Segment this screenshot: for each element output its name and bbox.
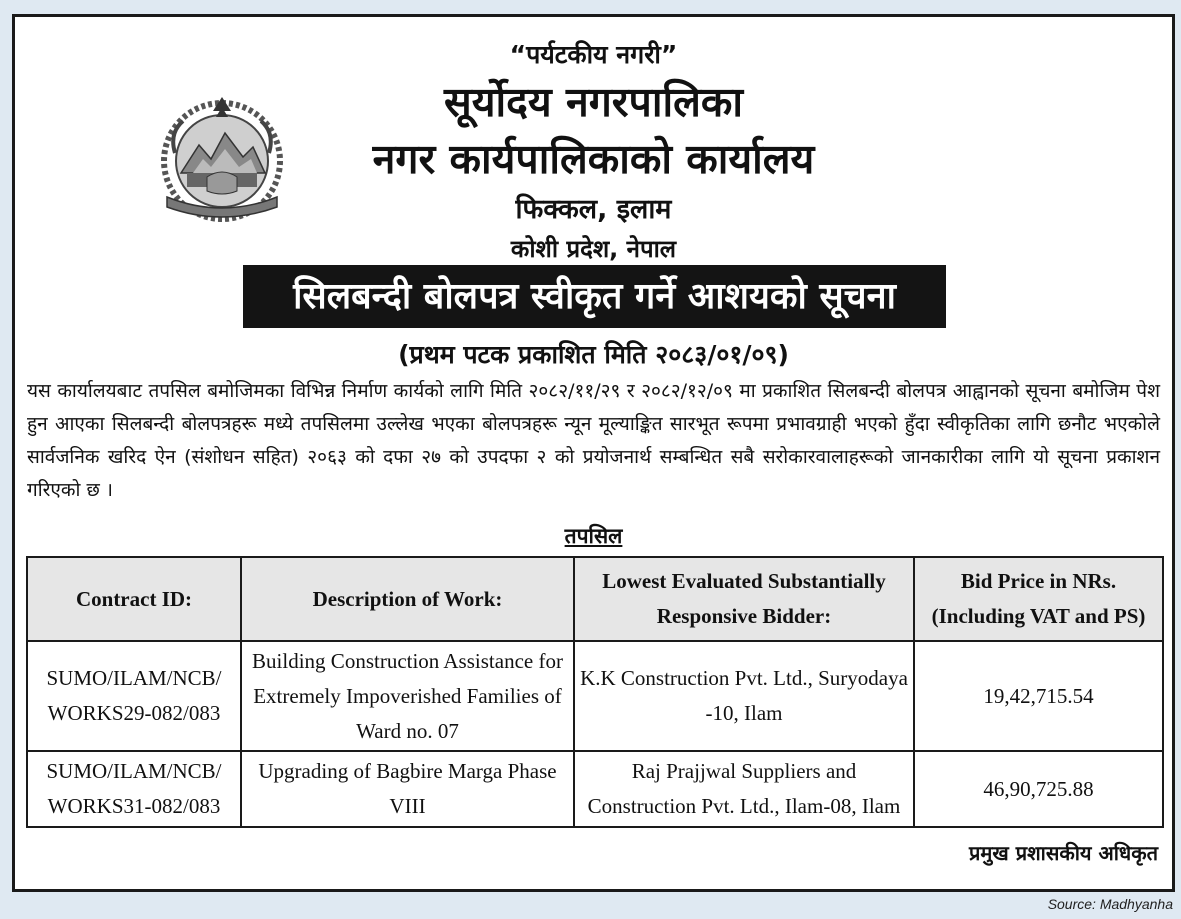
- header-description: Description of Work:: [241, 557, 574, 641]
- address-line-1: फिक्कल, इलाम: [515, 194, 672, 225]
- office-name: नगर कार्यपालिकाको कार्यालय: [372, 135, 815, 183]
- contract-id-cell: SUMO/ILAM/NCB/ WORKS31-082/083: [27, 751, 241, 827]
- table-row: [27, 751, 1163, 827]
- description-cell: Building Construction Assistance for Extremely Impoverished Families of Ward no. 07: [241, 641, 574, 751]
- notice-frame: [12, 14, 1175, 892]
- slogan: “पर्यटकीय नगरी”: [509, 40, 678, 69]
- publish-date: (प्रथम पटक प्रकाशित मिति २०८३/०१/०९): [398, 340, 789, 369]
- bidder-cell: K.K Construction Pvt. Ltd., Suryodaya -10, Ilam: [574, 641, 914, 751]
- header-contract-id: Contract ID:: [27, 557, 241, 641]
- table-row: [27, 641, 1163, 751]
- table-header-row: [27, 557, 1163, 641]
- address-line-2: कोशी प्रदेश, नेपाल: [510, 235, 677, 263]
- price-cell: 46,90,725.88: [914, 751, 1163, 827]
- header-bidder: Lowest Evaluated Substantially Responsive Bidder:: [574, 557, 914, 641]
- price-cell: 19,42,715.54: [914, 641, 1163, 751]
- tender-table: [26, 556, 1164, 828]
- schedule-heading: तपसिल: [564, 524, 623, 548]
- municipality-name: सूर्योदय नगरपालिका: [444, 78, 743, 126]
- description-cell: Upgrading of Bagbire Marga Phase VIII: [241, 751, 574, 827]
- bidder-cell: Raj Prajjwal Suppliers and Construction Pvt. Ltd., Ilam-08, Ilam: [574, 751, 914, 827]
- contract-id-cell: SUMO/ILAM/NCB/ WORKS29-082/083: [27, 641, 241, 751]
- signatory-title: प्रमुख प्रशासकीय अधिकृत: [969, 841, 1158, 865]
- notice-body: यस कार्यालयबाट तपसिल बमोजिमका विभिन्न निर्माण कार्यको लागि मिति २०८२/११/२९ र २०८२/१२/०९ मा प्रकाशित सिलबन्दी बोलपत्र आह्वानको सूचना बमोजिम पेश हुन आएका सिलबन्दी बोलपत्रहरू मध्ये तपसिलमा उल्लेख भएका बोलपत्रहरू न्यून मूल्याङ्कित सारभूत रूपमा प्रभावग्राही भएको हुँदा स्वीकृतिका लागि छनौट भएकोले सार्वजनिक खरिद ऐन (संशोधन सहित) २०६३ को दफा २७ को उपदफा २ को प्रयोजनार्थ सम्बन्धित सबै सरोकारवालाहरूको जानकारीका लागि यो सूचना प्रकाशन गरिएको छ ।: [27, 380, 1160, 501]
- notice-title-banner: सिलबन्दी बोलपत्र स्वीकृत गर्ने आशयको सूचना: [243, 265, 946, 328]
- source-credit: Source: Madhyanha: [1047, 896, 1173, 912]
- header-bid-price: Bid Price in NRs. (Including VAT and PS): [914, 557, 1163, 641]
